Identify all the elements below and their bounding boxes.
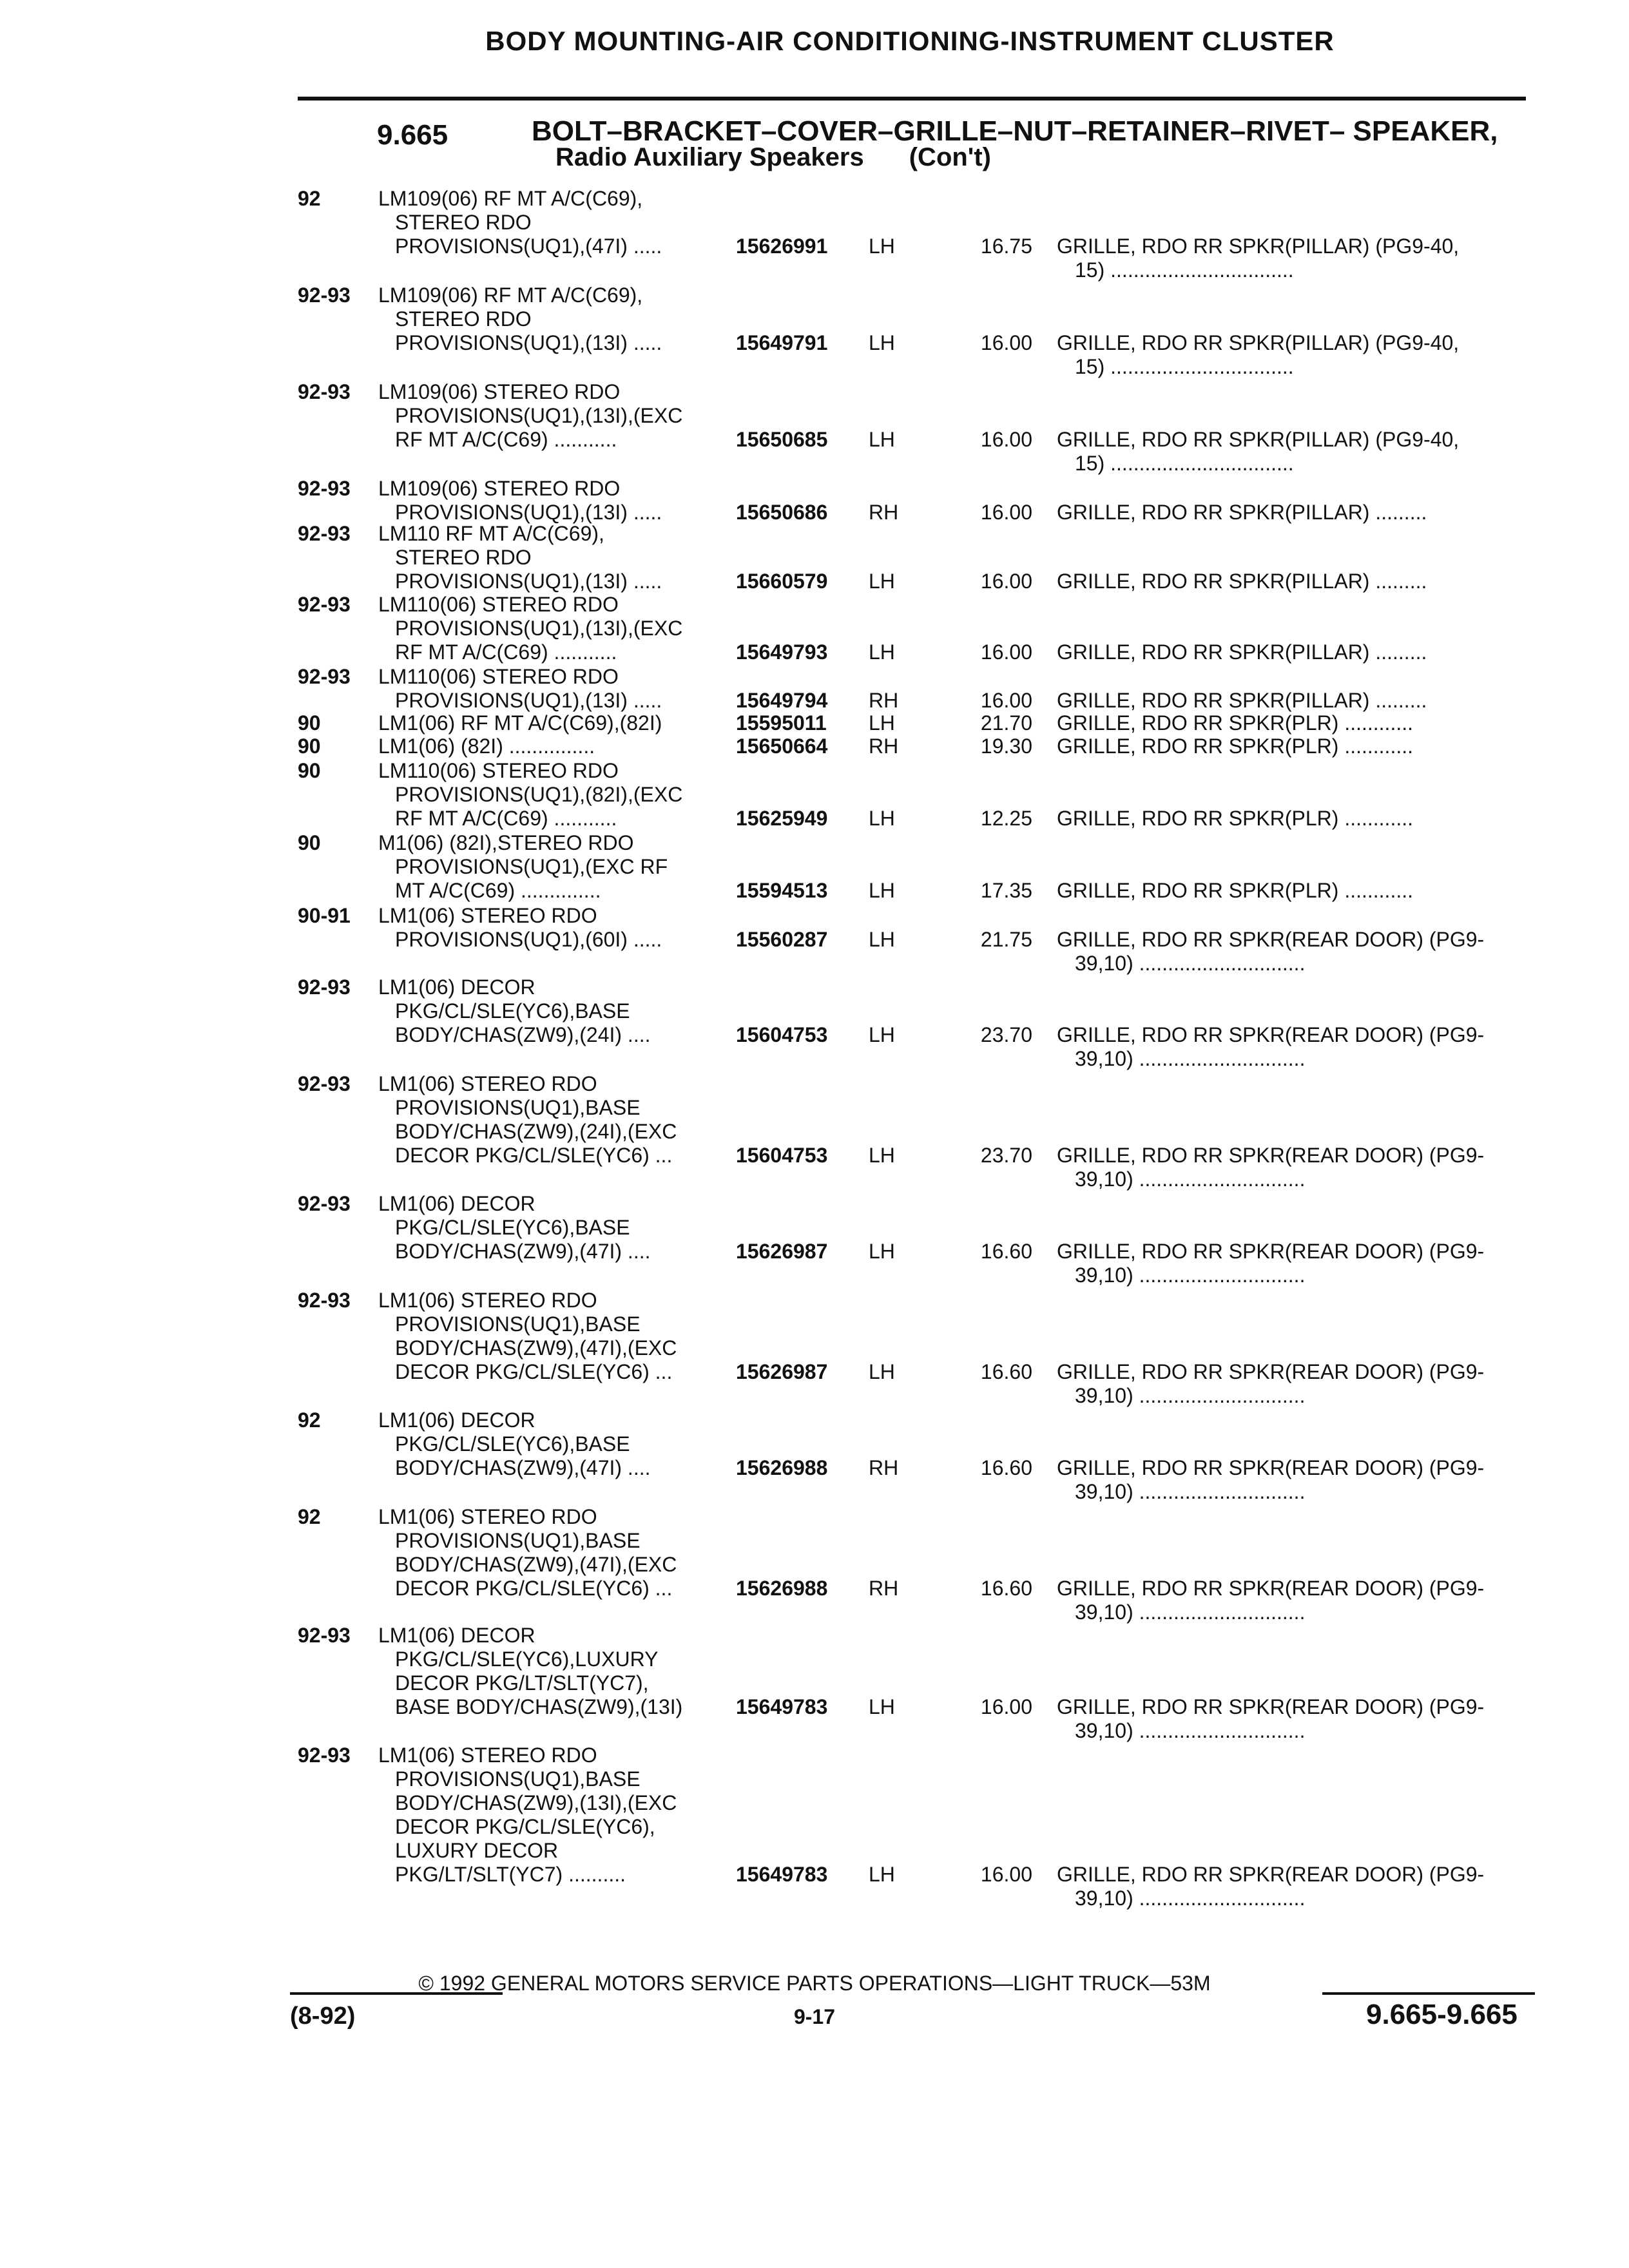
entry-model-line: PKG/LT/SLT(YC7) .......... — [395, 1863, 626, 1886]
list-item — [0, 1408, 1629, 1504]
list-item — [0, 593, 1629, 664]
entry-year: 92-93 — [298, 1744, 351, 1767]
section-number: 9.665 — [377, 119, 448, 151]
entry-description — [1057, 1695, 1521, 1743]
part-number: 15604753 — [736, 1023, 828, 1046]
entry-model-line: PKG/CL/SLE(YC6),BASE — [395, 1432, 630, 1456]
list-item — [0, 522, 1629, 593]
part-number: 15626987 — [736, 1240, 828, 1263]
entry-model-line: PROVISIONS(UQ1),BASE — [395, 1529, 641, 1552]
entry-model-line: LM1(06) DECOR — [378, 975, 535, 999]
entry-description-line: GRILLE, RDO RR SPKR(PLR) ............ — [1057, 879, 1413, 902]
entry-model — [378, 522, 739, 593]
entry-model-line: RF MT A/C(C69) ........... — [395, 807, 617, 830]
entry-model-line: PROVISIONS(UQ1),(13I) ..... — [395, 570, 662, 593]
entry-model-line: LM109(06) RF MT A/C(C69), — [378, 187, 643, 210]
part-number: 15626991 — [736, 235, 828, 258]
entry-year: 90 — [298, 711, 321, 735]
entry-model-line: PKG/CL/SLE(YC6),BASE — [395, 1216, 630, 1239]
entry-description — [1057, 928, 1521, 975]
entry-side: LH — [869, 1360, 895, 1383]
entry-side: LH — [869, 807, 895, 830]
entry-year: 90-91 — [298, 904, 351, 927]
entry-description — [1057, 1577, 1521, 1624]
entry-model — [378, 284, 739, 355]
entry-price: 16.75 — [980, 235, 1032, 258]
entry-side: LH — [869, 711, 895, 735]
entry-description-line: 15) ................................ — [1075, 452, 1294, 475]
entry-model — [378, 477, 739, 524]
entry-model — [378, 1192, 739, 1264]
list-item — [0, 380, 1629, 476]
entry-model — [378, 1744, 739, 1887]
entry-description — [1057, 879, 1521, 903]
entry-model-line: PROVISIONS(UQ1),(13I),(EXC — [395, 404, 683, 427]
list-item — [0, 735, 1629, 758]
part-number: 15626988 — [736, 1456, 828, 1479]
header-rule — [298, 97, 1526, 101]
list-item — [0, 477, 1629, 524]
part-number: 15650685 — [736, 428, 828, 451]
entry-model-line: LM1(06) DECOR — [378, 1624, 535, 1647]
entry-description-line: 39,10) ............................. — [1075, 952, 1306, 975]
footer-copyright: © 1992 GENERAL MOTORS SERVICE PARTS OPERATIONS—LIGHT TRUCK—53M — [418, 1972, 1211, 1995]
entry-model-line: RF MT A/C(C69) ........... — [395, 640, 617, 664]
entry-year: 92-93 — [298, 1624, 351, 1647]
entry-model-line: BODY/CHAS(ZW9),(47I) .... — [395, 1240, 651, 1263]
entry-model-line: BASE BODY/CHAS(ZW9),(13I) — [395, 1695, 683, 1718]
entry-model-line: RF MT A/C(C69) ........... — [395, 428, 617, 451]
entry-model-line: BODY/CHAS(ZW9),(47I) .... — [395, 1456, 651, 1479]
entry-model-line: BODY/CHAS(ZW9),(47I),(EXC — [395, 1553, 677, 1576]
list-item — [0, 1505, 1629, 1624]
part-number: 15649783 — [736, 1695, 828, 1718]
entry-description-line: GRILLE, RDO RR SPKR(PILLAR) ......... — [1057, 689, 1427, 712]
entry-year: 90 — [298, 759, 321, 782]
entry-description — [1057, 1863, 1521, 1910]
list-item — [0, 759, 1629, 831]
list-item — [0, 831, 1629, 903]
entry-model-line: PKG/CL/SLE(YC6),LUXURY — [395, 1648, 659, 1671]
entry-model-line: STEREO RDO — [395, 307, 532, 331]
entry-description — [1057, 711, 1521, 735]
entry-price: 16.00 — [980, 689, 1032, 712]
entry-model-line: DECOR PKG/LT/SLT(YC7), — [395, 1671, 649, 1695]
part-number: 15626987 — [736, 1360, 828, 1383]
entry-model-line: LM1(06) (82I) ............... — [378, 735, 595, 758]
part-number: 15594513 — [736, 879, 828, 902]
entry-model-line: LM109(06) RF MT A/C(C69), — [378, 284, 643, 307]
footer-section-range: 9.665-9.665 — [1366, 1999, 1518, 2030]
entry-model-line: LM1(06) STEREO RDO — [378, 1072, 597, 1095]
entry-year: 92-93 — [298, 1072, 351, 1095]
entry-price: 19.30 — [980, 735, 1032, 758]
entry-description-line: GRILLE, RDO RR SPKR(PLR) ............ — [1057, 807, 1413, 830]
list-item — [0, 1744, 1629, 1910]
entry-description-line: GRILLE, RDO RR SPKR(PILLAR) (PG9-40, — [1057, 428, 1460, 451]
part-number: 15604753 — [736, 1144, 828, 1167]
entry-side: LH — [869, 331, 895, 354]
entry-model — [378, 593, 739, 664]
entry-description-line: GRILLE, RDO RR SPKR(REAR DOOR) (PG9- — [1057, 1240, 1485, 1263]
entry-year: 92-93 — [298, 665, 351, 688]
list-item — [0, 711, 1629, 735]
entry-year: 92-93 — [298, 380, 351, 403]
list-item — [0, 904, 1629, 975]
part-number: 15649794 — [736, 689, 828, 712]
entry-model-line: PROVISIONS(UQ1),(13I) ..... — [395, 689, 662, 712]
entry-description-line: GRILLE, RDO RR SPKR(REAR DOOR) (PG9- — [1057, 1577, 1485, 1600]
entry-model — [378, 380, 739, 452]
entry-description-line: GRILLE, RDO RR SPKR(PILLAR) (PG9-40, — [1057, 331, 1460, 354]
entry-side: LH — [869, 1144, 895, 1167]
list-item — [0, 187, 1629, 282]
entry-model-line: STEREO RDO — [395, 211, 532, 234]
footer-page-number: 9-17 — [793, 2005, 836, 2028]
entry-side: LH — [869, 1240, 895, 1263]
entry-description-line: GRILLE, RDO RR SPKR(REAR DOOR) (PG9- — [1057, 1863, 1485, 1886]
entry-model-line: BODY/CHAS(ZW9),(47I),(EXC — [395, 1336, 677, 1360]
entry-side: LH — [869, 1863, 895, 1886]
entry-model-line: BODY/CHAS(ZW9),(13I),(EXC — [395, 1791, 677, 1814]
part-number: 15649793 — [736, 640, 828, 664]
entry-model-line: PROVISIONS(UQ1),(60I) ..... — [395, 928, 662, 951]
entry-model — [378, 1072, 739, 1168]
entry-description-line: 15) ................................ — [1075, 355, 1294, 378]
entry-description — [1057, 570, 1521, 593]
entry-description — [1057, 1144, 1521, 1191]
entry-model — [378, 187, 739, 258]
entry-model — [378, 975, 739, 1047]
entry-price: 16.60 — [980, 1240, 1032, 1263]
entry-description-line: GRILLE, RDO RR SPKR(PILLAR) (PG9-40, — [1057, 235, 1460, 258]
entry-description-line: 39,10) ............................. — [1075, 1887, 1306, 1910]
entry-model-line: PKG/CL/SLE(YC6),BASE — [395, 999, 630, 1023]
entry-side: LH — [869, 879, 895, 902]
entry-description — [1057, 735, 1521, 758]
entry-side: RH — [869, 501, 899, 524]
entry-model-line: LM109(06) STEREO RDO — [378, 380, 621, 403]
entry-year: 90 — [298, 735, 321, 758]
part-number: 15560287 — [736, 928, 828, 951]
entry-year: 92-93 — [298, 1192, 351, 1215]
entry-year: 92 — [298, 187, 321, 210]
entry-description — [1057, 235, 1521, 282]
entry-year: 90 — [298, 831, 321, 854]
entry-description-line: GRILLE, RDO RR SPKR(PILLAR) ......... — [1057, 501, 1427, 524]
entry-model-line: PROVISIONS(UQ1),BASE — [395, 1096, 641, 1119]
entry-price: 23.70 — [980, 1144, 1032, 1167]
entry-model — [378, 1408, 739, 1480]
list-item — [0, 1624, 1629, 1743]
entry-description-line: 15) ................................ — [1075, 258, 1294, 282]
entry-model-line: LM110 RF MT A/C(C69), — [378, 522, 604, 545]
entry-side: RH — [869, 1456, 899, 1479]
entry-price: 16.00 — [980, 570, 1032, 593]
entry-description-line: 39,10) ............................. — [1075, 1384, 1306, 1407]
entry-model — [378, 831, 739, 903]
entry-description — [1057, 428, 1521, 476]
entry-model-line: BODY/CHAS(ZW9),(24I) .... — [395, 1023, 651, 1046]
entry-description — [1057, 501, 1521, 524]
entry-model — [378, 759, 739, 831]
entry-model-line: DECOR PKG/CL/SLE(YC6) ... — [395, 1360, 673, 1383]
entry-model-line: BODY/CHAS(ZW9),(24I),(EXC — [395, 1120, 677, 1143]
entry-model-line: PROVISIONS(UQ1),(47I) ..... — [395, 235, 662, 258]
entry-side: LH — [869, 1695, 895, 1718]
part-number: 15649791 — [736, 331, 828, 354]
entry-model-line: LM1(06) DECOR — [378, 1408, 535, 1432]
entry-model-line: PROVISIONS(UQ1),BASE — [395, 1767, 641, 1791]
entry-side: LH — [869, 428, 895, 451]
entry-price: 16.00 — [980, 640, 1032, 664]
footer-revision: (8-92) — [290, 2003, 356, 2030]
entry-description-line: 39,10) ............................. — [1075, 1719, 1306, 1742]
entry-model-line: LM110(06) STEREO RDO — [378, 665, 619, 688]
entry-description — [1057, 807, 1521, 831]
entry-year: 92-93 — [298, 593, 351, 616]
entry-side: RH — [869, 689, 899, 712]
entry-description-line: GRILLE, RDO RR SPKR(REAR DOOR) (PG9- — [1057, 1023, 1485, 1046]
entry-price: 23.70 — [980, 1023, 1032, 1046]
entry-side: RH — [869, 1577, 899, 1600]
entry-model-line: PROVISIONS(UQ1),(82I),(EXC — [395, 783, 683, 806]
entry-model-line: LM1(06) STEREO RDO — [378, 1289, 597, 1312]
entry-description — [1057, 1360, 1521, 1408]
entry-description-line: GRILLE, RDO RR SPKR(PLR) ............ — [1057, 711, 1413, 735]
list-item — [0, 1072, 1629, 1191]
entry-model-line: DECOR PKG/CL/SLE(YC6) ... — [395, 1144, 673, 1167]
entry-year: 92 — [298, 1408, 321, 1432]
entry-description-line: GRILLE, RDO RR SPKR(REAR DOOR) (PG9- — [1057, 1695, 1485, 1718]
entry-description-line: GRILLE, RDO RR SPKR(REAR DOOR) (PG9- — [1057, 1360, 1485, 1383]
entry-model-line: PROVISIONS(UQ1),(13I) ..... — [395, 501, 662, 524]
list-item — [0, 1289, 1629, 1408]
entry-side: RH — [869, 735, 899, 758]
entry-description-line: GRILLE, RDO RR SPKR(REAR DOOR) (PG9- — [1057, 1144, 1485, 1167]
part-number: 15626988 — [736, 1577, 828, 1600]
entry-model-line: STEREO RDO — [395, 546, 532, 569]
entry-year: 92-93 — [298, 477, 351, 500]
entry-description-line: 39,10) ............................. — [1075, 1480, 1306, 1503]
part-number: 15650686 — [736, 501, 828, 524]
section-title: BOLT–BRACKET–COVER–GRILLE–NUT–RETAINER–RIVET– SPEAKER, — [532, 115, 1498, 147]
entry-price: 17.35 — [980, 879, 1032, 902]
entry-description-line: GRILLE, RDO RR SPKR(REAR DOOR) (PG9- — [1057, 928, 1485, 951]
entry-year: 92-93 — [298, 1289, 351, 1312]
entry-model-line: LM1(06) RF MT A/C(C69),(82I) — [378, 711, 662, 735]
entry-model-line: LM109(06) STEREO RDO — [378, 477, 621, 500]
entry-side: LH — [869, 928, 895, 951]
entry-price: 16.60 — [980, 1577, 1032, 1600]
entry-description-line: GRILLE, RDO RR SPKR(PILLAR) ......... — [1057, 570, 1427, 593]
entry-price: 12.25 — [980, 807, 1032, 830]
entry-model-line: LM110(06) STEREO RDO — [378, 759, 619, 782]
entry-model — [378, 904, 739, 952]
entry-description-line: 39,10) ............................. — [1075, 1264, 1306, 1287]
entry-description — [1057, 1456, 1521, 1504]
entry-model-line: PROVISIONS(UQ1),(13I) ..... — [395, 331, 662, 354]
entry-model-line: DECOR PKG/CL/SLE(YC6), — [395, 1815, 655, 1838]
entry-model — [378, 735, 739, 758]
entry-price: 21.75 — [980, 928, 1032, 951]
entry-year: 92-93 — [298, 522, 351, 545]
entry-description-line: GRILLE, RDO RR SPKR(PLR) ............ — [1057, 735, 1413, 758]
entry-price: 16.00 — [980, 501, 1032, 524]
entry-description — [1057, 689, 1521, 713]
entry-side: LH — [869, 640, 895, 664]
section-continued: (Con't) — [909, 143, 991, 171]
entry-price: 16.60 — [980, 1360, 1032, 1383]
entry-description-line: GRILLE, RDO RR SPKR(PILLAR) ......... — [1057, 640, 1427, 664]
entry-model — [378, 1624, 739, 1719]
entry-description — [1057, 640, 1521, 664]
entry-model-line: LM1(06) STEREO RDO — [378, 1744, 597, 1767]
entry-side: LH — [869, 570, 895, 593]
section-subtitle-row — [555, 143, 991, 171]
entry-model-line: LM110(06) STEREO RDO — [378, 593, 619, 616]
entry-description-line: 39,10) ............................. — [1075, 1168, 1306, 1191]
entry-price: 16.00 — [980, 1863, 1032, 1886]
entry-description — [1057, 331, 1521, 379]
entry-description — [1057, 1023, 1521, 1071]
entry-model-line: LM1(06) STEREO RDO — [378, 1505, 597, 1528]
entry-model-line: PROVISIONS(UQ1),BASE — [395, 1312, 641, 1336]
part-number: 15650664 — [736, 735, 828, 758]
entry-model — [378, 711, 739, 735]
entry-model — [378, 665, 739, 713]
part-number: 15660579 — [736, 570, 828, 593]
entry-price: 21.70 — [980, 711, 1032, 735]
section-subtitle: Radio Auxiliary Speakers — [555, 143, 864, 171]
entry-side: LH — [869, 1023, 895, 1046]
entry-model-line: LM1(06) DECOR — [378, 1192, 535, 1215]
list-item — [0, 1192, 1629, 1287]
entry-model-line: LM1(06) STEREO RDO — [378, 904, 597, 927]
part-number: 15649783 — [736, 1863, 828, 1886]
entry-model — [378, 1289, 739, 1384]
entry-description-line: 39,10) ............................. — [1075, 1600, 1306, 1624]
entry-description — [1057, 1240, 1521, 1287]
entry-model — [378, 1505, 739, 1600]
entry-model-line: PROVISIONS(UQ1),(13I),(EXC — [395, 617, 683, 640]
entry-model-line: LUXURY DECOR — [395, 1839, 559, 1862]
part-number: 15595011 — [736, 711, 827, 735]
list-item — [0, 975, 1629, 1071]
entry-year: 92 — [298, 1505, 321, 1528]
entry-price: 16.00 — [980, 1695, 1032, 1718]
entry-description-line: 39,10) ............................. — [1075, 1047, 1306, 1070]
entry-price: 16.60 — [980, 1456, 1032, 1479]
page-title: BODY MOUNTING-AIR CONDITIONING-INSTRUMENT CLUSTER — [485, 26, 1335, 56]
list-item — [0, 284, 1629, 379]
entry-model-line: PROVISIONS(UQ1),(EXC RF — [395, 855, 668, 878]
entry-year: 92-93 — [298, 284, 351, 307]
entry-price: 16.00 — [980, 428, 1032, 451]
entry-model-line: MT A/C(C69) .............. — [395, 879, 601, 902]
part-number: 15625949 — [736, 807, 828, 830]
entry-model-line: M1(06) (82I),STEREO RDO — [378, 831, 634, 854]
entry-year: 92-93 — [298, 975, 351, 999]
entry-side: LH — [869, 235, 895, 258]
entry-model-line: DECOR PKG/CL/SLE(YC6) ... — [395, 1577, 673, 1600]
list-item — [0, 665, 1629, 713]
entry-description-line: GRILLE, RDO RR SPKR(REAR DOOR) (PG9- — [1057, 1456, 1485, 1479]
entry-price: 16.00 — [980, 331, 1032, 354]
